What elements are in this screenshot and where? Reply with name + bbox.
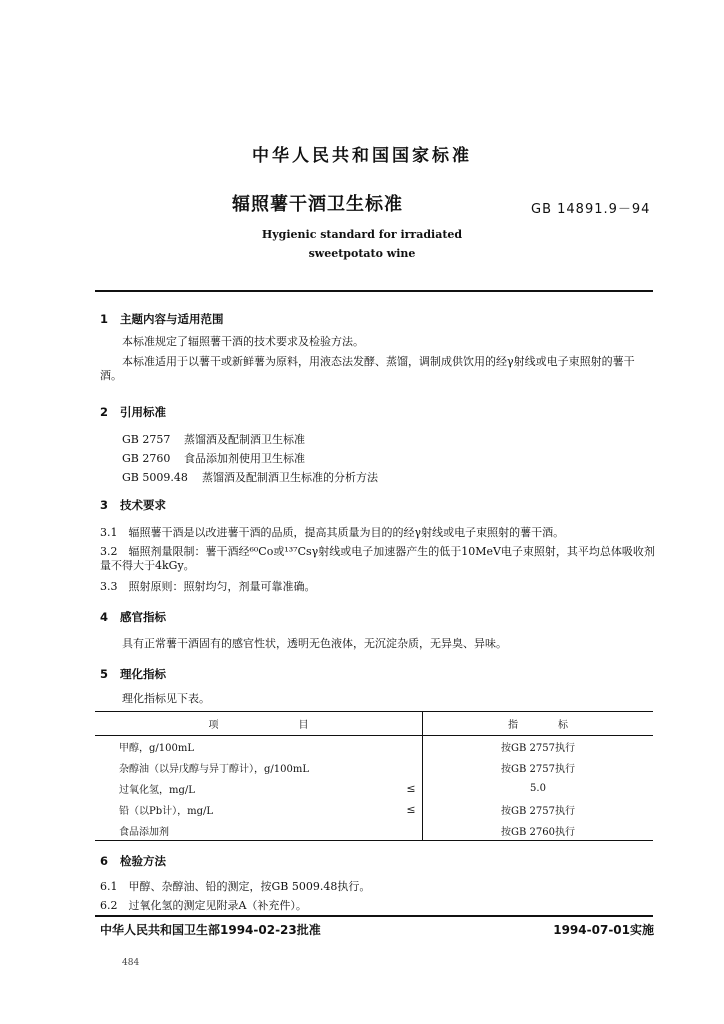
section-4-heading — [100, 609, 166, 625]
top-rule — [95, 290, 653, 292]
section-1-para-1: 本标准规定了辐照薯干酒的技术要求及检验方法。 — [122, 335, 364, 348]
table-cell-operator — [400, 757, 423, 778]
clause-6-2: 6.2 过氧化氢的测定见附录A（补充件）。 — [100, 899, 307, 912]
section-number: 3 — [100, 498, 109, 512]
table-cell-item: 铅（以Pb计），mg/L — [119, 806, 214, 817]
section-3-heading — [100, 497, 166, 513]
section-title: 主题内容与适用范围 — [120, 312, 224, 326]
table-cell-operator — [400, 820, 423, 841]
clause-6-1: 6.1 甲醇、杂醇油、铅的测定，按GB 5009.48执行。 — [100, 880, 371, 893]
section-5-intro: 理化指标见下表。 — [122, 692, 210, 705]
reference-name: 蒸馏酒及配制酒卫生标准的分析方法 — [202, 471, 378, 484]
section-title: 引用标准 — [120, 405, 166, 419]
section-6-heading — [100, 853, 166, 869]
table-row — [95, 778, 653, 799]
table-cell-item: 杂醇油（以异戊醇与异丁醇计），g/100mL — [119, 764, 309, 775]
implementation-date: 1994-07-01实施 — [553, 923, 654, 937]
document-title: 辐照薯干酒卫生标准 — [232, 194, 403, 215]
section-title: 技术要求 — [120, 498, 166, 512]
table-cell-value: 按GB 2757执行 — [423, 799, 654, 820]
section-1-heading — [100, 311, 224, 327]
approval-line: 中华人民共和国卫生部1994-02-23批准 — [100, 923, 321, 937]
column-header-item: 项 目 — [95, 711, 423, 736]
section-number: 1 — [100, 312, 109, 326]
section-number: 2 — [100, 405, 109, 419]
clause-3-2: 3.2 辐照剂量限制：薯干酒经⁶⁰Co或¹³⁷Csγ射线或电子加速器产生的低于10MeV电子束照射，其平均总体吸收剂量不得大于4kGy。 — [100, 545, 655, 572]
section-number: 6 — [100, 854, 109, 868]
reference-name: 食品添加剂使用卫生标准 — [184, 452, 305, 465]
column-header-value: 指 标 — [423, 711, 654, 736]
table-cell-value: 5.0 — [423, 778, 654, 799]
section-1-para-2: 本标准适用于以薯干或新鲜薯为原料，用液态法发酵、蒸馏，调制成供饮用的经γ射线或电子束照射的薯干酒。 — [100, 355, 635, 382]
table-cell-operator: ≤ — [406, 782, 416, 795]
table-cell-item: 过氧化氢，mg/L — [119, 785, 195, 796]
section-4-para: 具有正常薯干酒固有的感官性状，透明无色液体，无沉淀杂质，无异臭、异味。 — [122, 637, 507, 650]
reference-item — [122, 431, 305, 447]
english-title-line2: sweetpotato wine — [308, 247, 416, 260]
clause-3-1: 3.1 辐照薯干酒是以改进薯干酒的品质，提高其质量为目的的经γ射线或电子束照射的薯干酒。 — [100, 526, 565, 539]
reference-item — [122, 469, 378, 485]
table-cell-value: 按GB 2760执行 — [423, 820, 654, 841]
table-cell-operator: ≤ — [406, 803, 416, 816]
section-title: 感官指标 — [120, 610, 166, 624]
section-5-heading — [100, 666, 166, 682]
table-cell-item: 食品添加剂 — [119, 827, 169, 838]
english-title-line1: Hygienic standard for irradiated — [261, 228, 463, 241]
table-cell-operator — [400, 736, 423, 758]
table-bottom-rule — [95, 840, 653, 841]
table-row — [95, 736, 653, 758]
table-row — [95, 820, 653, 841]
clause-3-3: 3.3 照射原则：照射均匀，剂量可靠准确。 — [100, 580, 316, 593]
page-number: 484 — [122, 958, 140, 968]
table-row — [95, 799, 653, 820]
reference-name: 蒸馏酒及配制酒卫生标准 — [184, 433, 305, 446]
physicochemical-table — [95, 711, 653, 841]
reference-code: GB 5009.48 — [122, 471, 188, 484]
footer-rule — [95, 915, 653, 917]
section-number: 5 — [100, 667, 109, 681]
section-title: 理化指标 — [120, 667, 166, 681]
reference-code: GB 2757 — [122, 433, 171, 446]
standard-code: GB 14891.9－94 — [531, 202, 651, 217]
table-header-row — [95, 711, 653, 736]
national-standard-header: 中华人民共和国国家标准 — [252, 146, 472, 166]
section-title: 检验方法 — [120, 854, 166, 868]
table-cell-value: 按GB 2757执行 — [423, 757, 654, 778]
table-cell-value: 按GB 2757执行 — [423, 736, 654, 758]
reference-code: GB 2760 — [122, 452, 171, 465]
reference-item — [122, 450, 305, 466]
table-cell-item: 甲醇，g/100mL — [119, 743, 194, 754]
section-number: 4 — [100, 610, 109, 624]
table-row — [95, 757, 653, 778]
section-2-heading — [100, 404, 166, 420]
